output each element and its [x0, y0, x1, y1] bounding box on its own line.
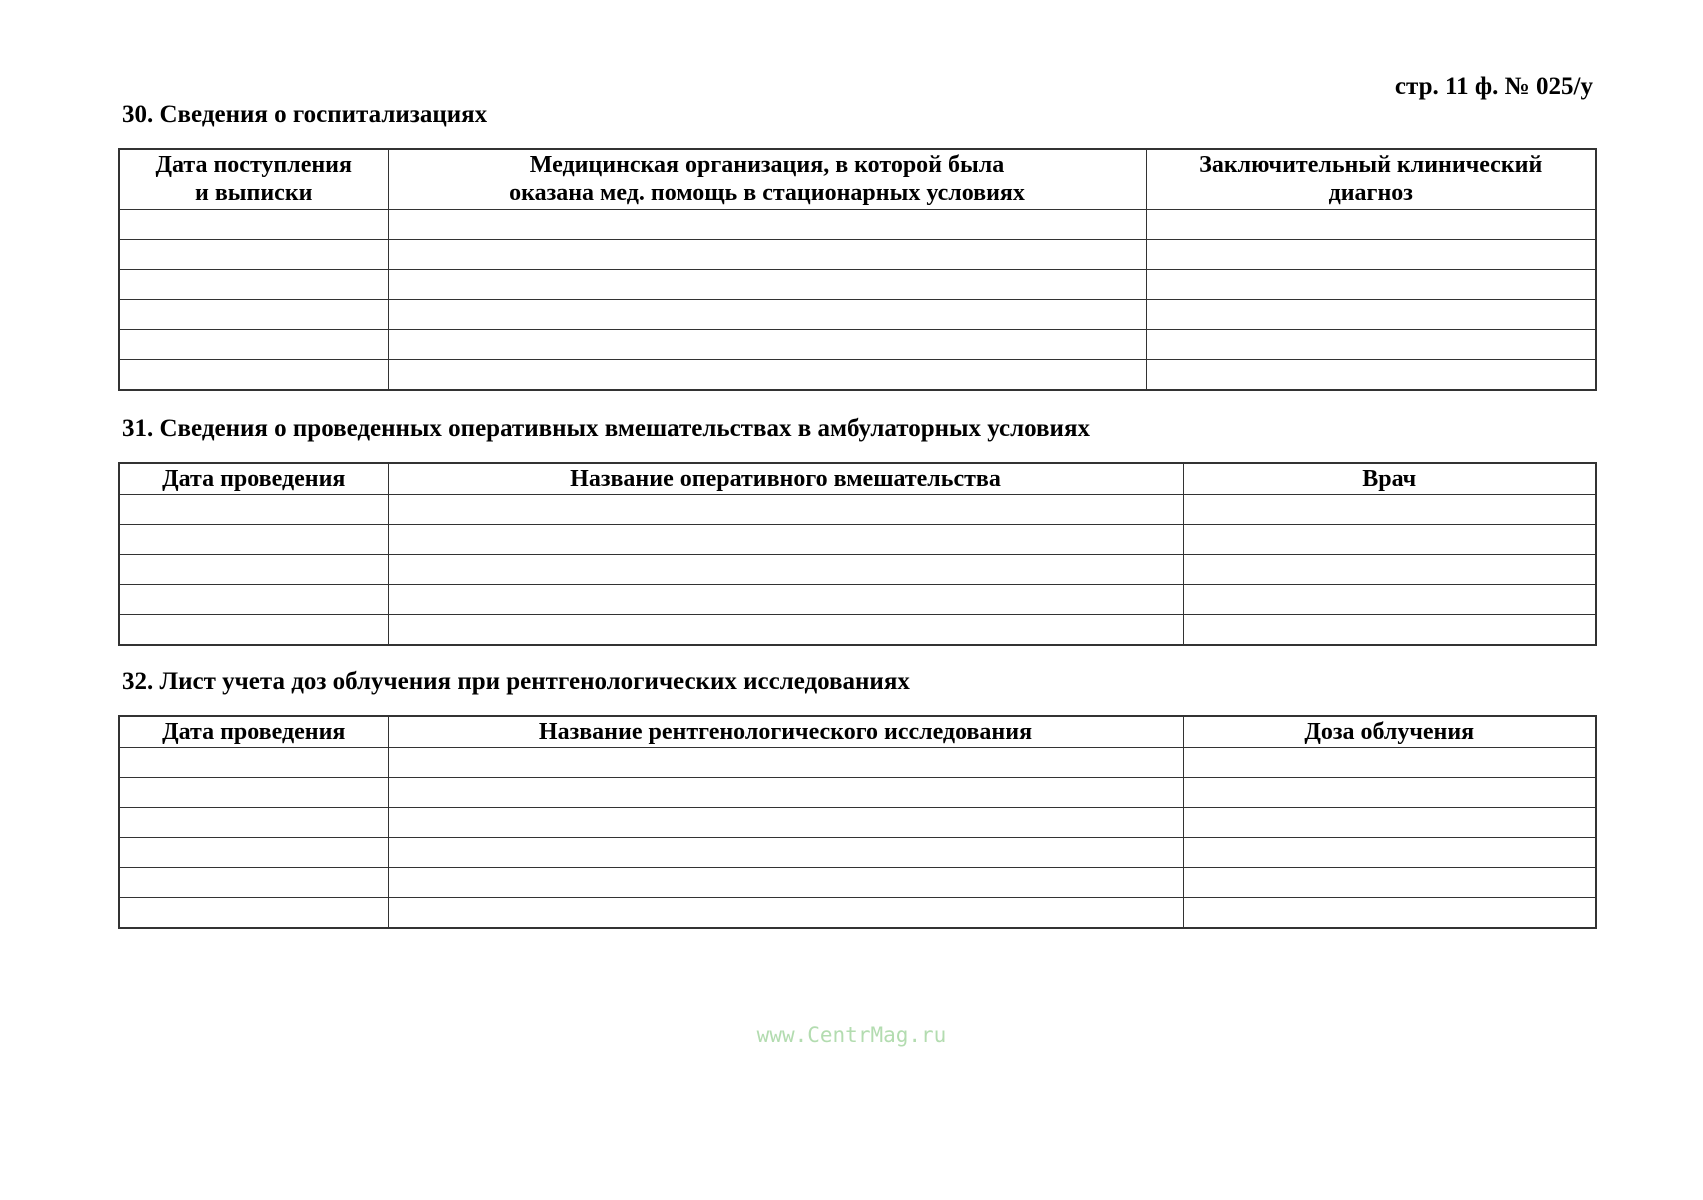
radiation-dose-cell[interactable] [1183, 867, 1596, 897]
surgery-date-cell[interactable] [119, 554, 388, 584]
section-title-hospitalizations: 30. Сведения о госпитализациях [122, 101, 488, 128]
column-header-xray-exam-name: Название рентгенологического исследования [388, 716, 1183, 747]
table-row [119, 524, 1596, 554]
exam-date-cell[interactable] [119, 777, 388, 807]
surgery-name-cell[interactable] [388, 524, 1183, 554]
column-header-admission-discharge-date: Дата поступления и выписки [119, 149, 388, 209]
surgery-name-cell[interactable] [388, 584, 1183, 614]
final-diagnosis-cell[interactable] [1146, 209, 1596, 239]
xray-exam-name-cell[interactable] [388, 747, 1183, 777]
table-row [119, 807, 1596, 837]
table-row [119, 867, 1596, 897]
surgery-date-cell[interactable] [119, 494, 388, 524]
admission-discharge-date-cell[interactable] [119, 329, 388, 359]
admission-discharge-date-cell[interactable] [119, 209, 388, 239]
outpatient-surgeries-table [118, 462, 1597, 646]
surgery-name-cell[interactable] [388, 614, 1183, 645]
radiation-dose-cell[interactable] [1183, 777, 1596, 807]
final-diagnosis-cell[interactable] [1146, 329, 1596, 359]
surgery-date-cell[interactable] [119, 524, 388, 554]
page-number: стр. 11 ф. № 025/у [1394, 73, 1593, 100]
medical-organization-cell[interactable] [388, 239, 1146, 269]
surgery-date-cell[interactable] [119, 614, 388, 645]
medical-organization-cell[interactable] [388, 299, 1146, 329]
column-header-doctor: Врач [1183, 463, 1596, 494]
table-row [119, 614, 1596, 645]
final-diagnosis-cell[interactable] [1146, 239, 1596, 269]
table-row [119, 747, 1596, 777]
table-row [119, 299, 1596, 329]
table-row [119, 329, 1596, 359]
watermark: www.CentrMag.ru [756, 1023, 947, 1047]
medical-organization-cell[interactable] [388, 329, 1146, 359]
surgery-date-cell[interactable] [119, 584, 388, 614]
column-header-surgery-name: Название оперативного вмешательства [388, 463, 1183, 494]
table-row [119, 777, 1596, 807]
doctor-cell[interactable] [1183, 614, 1596, 645]
admission-discharge-date-cell[interactable] [119, 239, 388, 269]
table-row [119, 554, 1596, 584]
exam-date-cell[interactable] [119, 747, 388, 777]
table-row [119, 239, 1596, 269]
xray-exam-name-cell[interactable] [388, 837, 1183, 867]
table-row [119, 269, 1596, 299]
xray-exam-name-cell[interactable] [388, 897, 1183, 928]
surgery-name-cell[interactable] [388, 554, 1183, 584]
admission-discharge-date-cell[interactable] [119, 359, 388, 390]
xray-exam-name-cell[interactable] [388, 777, 1183, 807]
medical-organization-cell[interactable] [388, 209, 1146, 239]
table-row [119, 584, 1596, 614]
section-title-radiation-doses: 32. Лист учета доз облучения при рентгенологических исследованиях [122, 668, 910, 695]
admission-discharge-date-cell[interactable] [119, 269, 388, 299]
radiation-dose-cell[interactable] [1183, 747, 1596, 777]
table-row [119, 209, 1596, 239]
hospitalizations-table [118, 148, 1597, 391]
radiation-dose-cell[interactable] [1183, 807, 1596, 837]
exam-date-cell[interactable] [119, 897, 388, 928]
final-diagnosis-cell[interactable] [1146, 269, 1596, 299]
column-header-exam-date: Дата проведения [119, 716, 388, 747]
exam-date-cell[interactable] [119, 867, 388, 897]
medical-organization-cell[interactable] [388, 359, 1146, 390]
xray-exam-name-cell[interactable] [388, 807, 1183, 837]
exam-date-cell[interactable] [119, 837, 388, 867]
column-header-medical-organization: Медицинская организация, в которой была оказана мед. помощь в стационарных условиях [388, 149, 1146, 209]
section-title-outpatient-surgeries: 31. Сведения о проведенных оперативных вмешательствах в амбулаторных условиях [122, 415, 1090, 442]
radiation-dose-cell[interactable] [1183, 897, 1596, 928]
table-row [119, 897, 1596, 928]
table-row [119, 359, 1596, 390]
column-header-surgery-date: Дата проведения [119, 463, 388, 494]
final-diagnosis-cell[interactable] [1146, 359, 1596, 390]
final-diagnosis-cell[interactable] [1146, 299, 1596, 329]
table-row [119, 837, 1596, 867]
doctor-cell[interactable] [1183, 494, 1596, 524]
column-header-final-diagnosis: Заключительный клинический диагноз [1146, 149, 1596, 209]
column-header-radiation-dose: Доза облучения [1183, 716, 1596, 747]
doctor-cell[interactable] [1183, 584, 1596, 614]
table-row [119, 494, 1596, 524]
exam-date-cell[interactable] [119, 807, 388, 837]
xray-exam-name-cell[interactable] [388, 867, 1183, 897]
radiation-dose-cell[interactable] [1183, 837, 1596, 867]
doctor-cell[interactable] [1183, 554, 1596, 584]
medical-organization-cell[interactable] [388, 269, 1146, 299]
admission-discharge-date-cell[interactable] [119, 299, 388, 329]
surgery-name-cell[interactable] [388, 494, 1183, 524]
radiation-doses-table [118, 715, 1597, 929]
doctor-cell[interactable] [1183, 524, 1596, 554]
